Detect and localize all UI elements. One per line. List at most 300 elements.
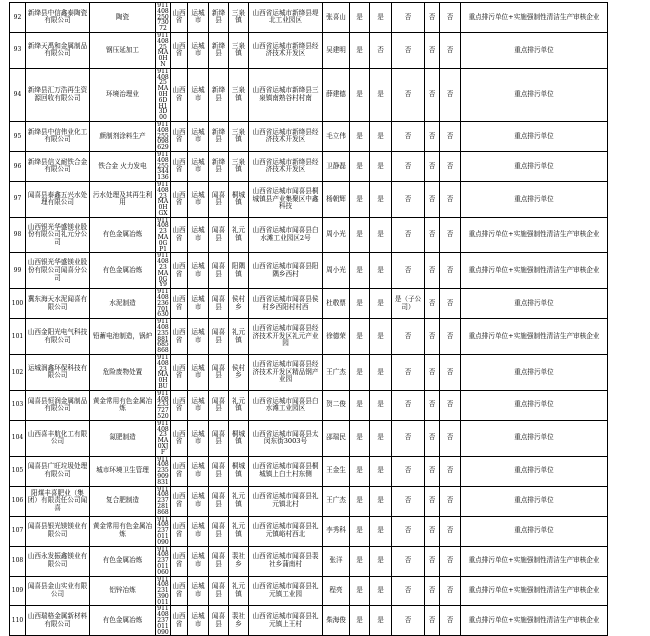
table-row: [10, 486, 608, 516]
city-cell: 运城市: [188, 289, 209, 319]
row-number-cell: 92: [10, 3, 26, 33]
flag-5-cell: 否: [440, 181, 461, 217]
city-cell: 运城市: [188, 576, 209, 606]
county-cell: 闻喜县: [209, 456, 229, 486]
county-cell: 闻喜县: [209, 253, 229, 289]
table-row: [10, 390, 608, 420]
row-number-cell: 99: [10, 253, 26, 289]
flag-5-cell: 否: [440, 68, 461, 121]
industry-type-cell: 钢压延加工: [90, 32, 156, 68]
credit-code-cell: 91140823MA0XJF: [157, 420, 169, 456]
company-name-cell: 阳煤丰喜肥业（集团）有限责任公司闻喜: [26, 486, 90, 516]
flag-1-cell: 是: [350, 390, 370, 420]
flag-4-cell: 否: [425, 181, 440, 217]
county-cell: 闻喜县: [209, 576, 229, 606]
town-cell: 礼元镇: [229, 217, 249, 253]
county-cell: 新绛县: [209, 32, 229, 68]
province-cell: 山西省: [171, 486, 188, 516]
table-row: [10, 151, 608, 181]
flag-4-cell: 否: [425, 32, 440, 68]
industry-type-cell: 黄金常用有色金属冶炼: [90, 516, 156, 546]
flag-1-cell: 是: [350, 253, 370, 289]
table-row: [10, 420, 608, 456]
classification-cell: 重点排污单位: [461, 486, 608, 516]
county-cell: 闻喜县: [209, 181, 229, 217]
classification-cell: 重点排污单位: [461, 68, 608, 121]
address-cell: 山西省运城市闻喜县经济技术开发区精品钢产业园: [249, 355, 323, 391]
classification-cell: 重点排污单位: [461, 181, 608, 217]
legal-person-cell: 程亮: [323, 576, 350, 606]
legal-person-cell: 贺二俊: [323, 390, 350, 420]
flag-2-cell: 是: [370, 217, 392, 253]
company-name-cell: 新绛县中信伟业化工有限公司: [26, 121, 90, 151]
legal-person-cell: 张洋: [323, 546, 350, 576]
province-cell: 山西省: [171, 68, 188, 121]
company-name-cell: 山西喜丰航化工有限公司: [26, 420, 90, 456]
flag-5-cell: 否: [440, 121, 461, 151]
table-row: [10, 355, 608, 391]
industry-type-cell: 陶瓷: [90, 3, 156, 33]
town-cell: 侯村乡: [229, 289, 249, 319]
credit-code-cell: 911408237011060: [157, 546, 169, 576]
flag-2-cell: 是: [370, 181, 392, 217]
industry-type-cell: 环境治理业: [90, 68, 156, 121]
legal-person-cell: 徐德荣: [323, 319, 350, 355]
county-cell: 闻喜县: [209, 420, 229, 456]
flag-3-cell: 否: [392, 32, 425, 68]
flag-5-cell: 否: [440, 420, 461, 456]
company-name-cell: 新绛天禹和金属制品有限公司: [26, 32, 90, 68]
classification-cell: 重点排污单位: [461, 121, 608, 151]
legal-person-cell: 薛建德: [323, 68, 350, 121]
flag-1-cell: 是: [350, 319, 370, 355]
flag-3-cell: 否: [392, 546, 425, 576]
legal-person-cell: 毛立伟: [323, 121, 350, 151]
classification-cell: 重点排污单位: [461, 420, 608, 456]
province-cell: 山西省: [171, 546, 188, 576]
flag-1-cell: 是: [350, 516, 370, 546]
table-row: [10, 3, 608, 33]
flag-1-cell: 是: [350, 289, 370, 319]
row-number-cell: 97: [10, 181, 26, 217]
industry-type-cell: 有色金属冶炼: [90, 606, 156, 636]
city-cell: 运城市: [188, 546, 209, 576]
flag-2-cell: 是: [370, 516, 392, 546]
classification-cell: 重点排污单位: [461, 289, 608, 319]
table-row: [10, 606, 608, 636]
flag-5-cell: 否: [440, 32, 461, 68]
credit-code-cell: 911408237281868: [157, 486, 169, 516]
flag-1-cell: 是: [350, 355, 370, 391]
address-cell: 山西省运城市闻喜县白水滩工业园区: [249, 390, 323, 420]
flag-1-cell: 是: [350, 486, 370, 516]
credit-code-cell: 91140823MA0GY9: [157, 252, 169, 289]
province-cell: 山西省: [171, 456, 188, 486]
flag-2-cell: 是: [370, 486, 392, 516]
province-cell: 山西省: [171, 121, 188, 151]
table-row: [10, 516, 608, 546]
town-cell: 礼元镇: [229, 576, 249, 606]
industry-type-cell: 铝锌冶炼: [90, 576, 156, 606]
flag-5-cell: 否: [440, 3, 461, 33]
flag-4-cell: 否: [425, 486, 440, 516]
flag-5-cell: 否: [440, 576, 461, 606]
company-name-cell: 新绛县汇万浩再生资源回收有限公司: [26, 68, 90, 121]
flag-3-cell: 否: [392, 68, 425, 121]
table-row: [10, 289, 608, 319]
city-cell: 运城市: [188, 181, 209, 217]
province-cell: 山西省: [171, 576, 188, 606]
legal-person-cell: 王广杰: [323, 355, 350, 391]
flag-3-cell: 否: [392, 217, 425, 253]
flag-4-cell: 否: [425, 151, 440, 181]
table-row: [10, 576, 608, 606]
legal-person-cell: 周小光: [323, 253, 350, 289]
flag-1-cell: 是: [350, 181, 370, 217]
flag-2-cell: 是: [370, 390, 392, 420]
industry-type-cell: 城市环境卫生管理: [90, 456, 156, 486]
county-cell: 新绛县: [209, 3, 229, 33]
flag-2-cell: 否: [370, 32, 392, 68]
classification-cell: 重点排污单位: [461, 516, 608, 546]
flag-3-cell: 否: [392, 319, 425, 355]
row-number-cell: 101: [10, 319, 26, 355]
flag-2-cell: 是: [370, 289, 392, 319]
flag-1-cell: 是: [350, 121, 370, 151]
flag-5-cell: 否: [440, 253, 461, 289]
company-name-cell: 闻喜县恒润金属制品有限公司: [26, 390, 90, 420]
flag-2-cell: 是: [370, 576, 392, 606]
row-number-cell: 93: [10, 32, 26, 68]
town-cell: 三泉镇: [229, 68, 249, 121]
industry-type-cell: 颜制剂涂料生产: [90, 121, 156, 151]
flag-5-cell: 否: [440, 456, 461, 486]
city-cell: 运城市: [188, 121, 209, 151]
classification-cell: 重点排污单位: [461, 151, 608, 181]
address-cell: 山西省运城市闻喜县礼元镇峪村西北: [249, 516, 323, 546]
flag-3-cell: 否: [392, 456, 425, 486]
province-cell: 山西省: [171, 606, 188, 636]
credit-code-cell: 911408255344136: [157, 151, 169, 182]
row-number-cell: 104: [10, 420, 26, 456]
enterprise-table: [9, 2, 608, 636]
flag-5-cell: 否: [440, 289, 461, 319]
county-cell: 闻喜县: [209, 486, 229, 516]
company-name-cell: 运城润鑫环保科技有限公司: [26, 355, 90, 391]
town-cell: 礼元镇: [229, 390, 249, 420]
row-number-cell: 100: [10, 289, 26, 319]
flag-3-cell: 否: [392, 576, 425, 606]
address-cell: 山西省运城市闻喜县礼元镇工业园: [249, 576, 323, 606]
flag-1-cell: 是: [350, 151, 370, 181]
flag-4-cell: 否: [425, 516, 440, 546]
classification-cell: 重点排污单位+实施强制性清洁生产审核企业: [461, 546, 608, 576]
credit-code-cell: 91140825MA0H6DH13D00: [157, 68, 169, 122]
credit-code-cell: 91140823MA0GP1: [157, 217, 169, 253]
town-cell: 侯村乡: [229, 355, 249, 391]
row-number-cell: 96: [10, 151, 26, 181]
flag-5-cell: 否: [440, 319, 461, 355]
legal-person-cell: 杨朝辉: [323, 181, 350, 217]
row-number-cell: 107: [10, 516, 26, 546]
county-cell: 闻喜县: [209, 289, 229, 319]
industry-type-cell: 水泥制造: [90, 289, 156, 319]
town-cell: 礼元镇: [229, 516, 249, 546]
flag-3-cell: 否: [392, 355, 425, 391]
flag-5-cell: 否: [440, 516, 461, 546]
flag-3-cell: 否: [392, 516, 425, 546]
row-number-cell: 98: [10, 217, 26, 253]
county-cell: 闻喜县: [209, 319, 229, 355]
city-cell: 运城市: [188, 3, 209, 33]
address-cell: 山西省运城市新绛县经济技术开发区: [249, 121, 323, 151]
industry-type-cell: 有色金属冶炼: [90, 217, 156, 253]
county-cell: 新绛县: [209, 121, 229, 151]
province-cell: 山西省: [171, 181, 188, 217]
industry-type-cell: 氮肥制造: [90, 420, 156, 456]
credit-code-cell: 911408236701630: [157, 288, 169, 319]
flag-4-cell: 否: [425, 390, 440, 420]
row-number-cell: 108: [10, 546, 26, 576]
flag-4-cell: 否: [425, 3, 440, 33]
flag-2-cell: 是: [370, 319, 392, 355]
flag-4-cell: 否: [425, 289, 440, 319]
industry-type-cell: 有色金属冶炼: [90, 253, 156, 289]
province-cell: 山西省: [171, 253, 188, 289]
county-cell: 闻喜县: [209, 606, 229, 636]
province-cell: 山西省: [171, 32, 188, 68]
table-row: [10, 32, 608, 68]
classification-cell: 重点排污单位+实施强制性清洁生产审核企业: [461, 253, 608, 289]
table-row: [10, 121, 608, 151]
town-cell: 桐城镇: [229, 420, 249, 456]
table-row: [10, 456, 608, 486]
table-row: [10, 319, 608, 355]
row-number-cell: 94: [10, 68, 26, 121]
company-name-cell: 新绛县信义耐铁合金有限公司: [26, 151, 90, 181]
flag-4-cell: 否: [425, 456, 440, 486]
address-cell: 山西省运城市闻喜县桐城镇上白土村东侧: [249, 456, 323, 486]
address-cell: 山西省运城市闻喜县礼元镇上王村: [249, 606, 323, 636]
company-name-cell: 冀东海天水泥闻喜有限公司: [26, 289, 90, 319]
town-cell: 三泉镇: [229, 151, 249, 181]
table-row: [10, 181, 608, 217]
address-cell: 山西省运城市闻喜县太闵东街3003号: [249, 420, 323, 456]
company-name-cell: 闻喜县广旺垃圾处理有限公司: [26, 456, 90, 486]
flag-1-cell: 是: [350, 68, 370, 121]
flag-5-cell: 否: [440, 217, 461, 253]
flag-2-cell: 是: [370, 253, 392, 289]
town-cell: 桐城镇: [229, 456, 249, 486]
city-cell: 运城市: [188, 151, 209, 181]
credit-code-cell: 911408233727520: [157, 390, 169, 420]
flag-3-cell: 否: [392, 181, 425, 217]
flag-4-cell: 否: [425, 121, 440, 151]
flag-5-cell: 否: [440, 151, 461, 181]
city-cell: 运城市: [188, 319, 209, 355]
industry-type-cell: 复合肥制造: [90, 486, 156, 516]
town-cell: 三泉镇: [229, 3, 249, 33]
row-number-cell: 95: [10, 121, 26, 151]
legal-person-cell: 杜敬票: [323, 289, 350, 319]
flag-4-cell: 否: [425, 606, 440, 636]
town-cell: 桐城镇: [229, 181, 249, 217]
county-cell: 新绛县: [209, 151, 229, 181]
flag-1-cell: 是: [350, 420, 370, 456]
legal-person-cell: 柴海俊: [323, 606, 350, 636]
town-cell: 三泉镇: [229, 32, 249, 68]
address-cell: 山西省运城市新绛县经济技术开发区: [249, 32, 323, 68]
flag-1-cell: 是: [350, 32, 370, 68]
town-cell: 阳隅镇: [229, 253, 249, 289]
flag-2-cell: 是: [370, 68, 392, 121]
province-cell: 山西省: [171, 289, 188, 319]
company-name-cell: 山西瑞格金属新材料有限公司: [26, 606, 90, 636]
city-cell: 运城市: [188, 486, 209, 516]
town-cell: 礼元镇: [229, 486, 249, 516]
city-cell: 运城市: [188, 420, 209, 456]
city-cell: 运城市: [188, 253, 209, 289]
credit-code-cell: 911408235881685868: [157, 318, 169, 355]
legal-person-cell: 李秀科: [323, 516, 350, 546]
flag-2-cell: 是: [370, 121, 392, 151]
city-cell: 运城市: [188, 68, 209, 121]
county-cell: 闻喜县: [209, 516, 229, 546]
county-cell: 新绛县: [209, 68, 229, 121]
flag-3-cell: 否: [392, 121, 425, 151]
company-name-cell: 山西金阳光电气科技有限公司: [26, 319, 90, 355]
row-number-cell: 105: [10, 456, 26, 486]
table-row: [10, 546, 608, 576]
address-cell: 山西省运城市新绛县堤北工业园区: [249, 3, 323, 33]
industry-type-cell: 有色金属冶炼: [90, 546, 156, 576]
legal-person-cell: 张喜山: [323, 3, 350, 33]
flag-1-cell: 是: [350, 606, 370, 636]
table-row: [10, 217, 608, 253]
province-cell: 山西省: [171, 390, 188, 420]
city-cell: 运城市: [188, 32, 209, 68]
company-name-cell: 山西银光华盛镁业股份有限公司礼元分公司: [26, 217, 90, 253]
flag-2-cell: 是: [370, 456, 392, 486]
province-cell: 山西省: [171, 319, 188, 355]
county-cell: 闻喜县: [209, 546, 229, 576]
address-cell: 山西省运城市闻喜县经济技术开发区礼元产业园: [249, 319, 323, 355]
city-cell: 运城市: [188, 516, 209, 546]
flag-3-cell: 否: [392, 420, 425, 456]
credit-code-cell: 911408237011090: [157, 605, 169, 636]
credit-code-cell: 91140825MA0HN: [157, 32, 169, 68]
company-name-cell: 新绛县中信鑫泰陶瓷有限公司: [26, 3, 90, 33]
table-row: [10, 68, 608, 121]
province-cell: 山西省: [171, 355, 188, 391]
flag-4-cell: 否: [425, 576, 440, 606]
address-cell: 山西省运城市闻喜县礼元镇北村: [249, 486, 323, 516]
city-cell: 运城市: [188, 355, 209, 391]
classification-cell: 重点排污单位+实施强制性清洁生产审核企业: [461, 606, 608, 636]
row-number-cell: 109: [10, 576, 26, 606]
classification-cell: 重点排污单位: [461, 456, 608, 486]
address-cell: 山西省运城市闻喜县阳隅乡西村: [249, 253, 323, 289]
flag-2-cell: 是: [370, 606, 392, 636]
flag-4-cell: 否: [425, 546, 440, 576]
credit-code-cell: 91140825073072: [157, 2, 169, 33]
flag-3-cell: 否: [392, 151, 425, 181]
flag-4-cell: 否: [425, 355, 440, 391]
address-cell: 山西省运城市闻喜县白水滩工业园区2号: [249, 217, 323, 253]
industry-type-cell: 黄金常用有色金属冶炼: [90, 390, 156, 420]
flag-3-cell: 否: [392, 3, 425, 33]
flag-3-cell: 否: [392, 390, 425, 420]
credit-code-cell: 911408255098629: [157, 121, 169, 152]
flag-4-cell: 否: [425, 68, 440, 121]
county-cell: 闻喜县: [209, 355, 229, 391]
address-cell: 山西省运城市闻喜县侯村乡西阳村村西: [249, 289, 323, 319]
province-cell: 山西省: [171, 151, 188, 181]
company-name-cell: 闻喜县金山实业有限公司: [26, 576, 90, 606]
industry-type-cell: 铁合金 火力发电: [90, 151, 156, 181]
city-cell: 运城市: [188, 456, 209, 486]
town-cell: 裴社乡: [229, 546, 249, 576]
flag-3-cell: 否: [392, 486, 425, 516]
legal-person-cell: 王广杰: [323, 486, 350, 516]
flag-1-cell: 是: [350, 3, 370, 33]
flag-2-cell: 是: [370, 420, 392, 456]
town-cell: 三泉镇: [229, 121, 249, 151]
flag-5-cell: 否: [440, 486, 461, 516]
credit-code-cell: 911408235909831: [157, 456, 169, 486]
industry-type-cell: 污水处理及其再生利用: [90, 181, 156, 217]
flag-4-cell: 否: [425, 217, 440, 253]
company-name-cell: 闻喜县银光镁镁业有限公司: [26, 516, 90, 546]
flag-5-cell: 否: [440, 355, 461, 391]
legal-person-cell: 邵瑞民: [323, 420, 350, 456]
flag-2-cell: 是: [370, 546, 392, 576]
flag-3-cell: 是（子公司）: [392, 289, 425, 319]
town-cell: 礼元镇: [229, 319, 249, 355]
industry-type-cell: 铅蓄电池制造，锅炉: [90, 319, 156, 355]
flag-4-cell: 否: [425, 253, 440, 289]
classification-cell: 重点排污单位: [461, 32, 608, 68]
county-cell: 闻喜县: [209, 390, 229, 420]
classification-cell: 重点排污单位+实施强制性清洁生产审核企业: [461, 217, 608, 253]
flag-2-cell: 是: [370, 355, 392, 391]
flag-5-cell: 否: [440, 606, 461, 636]
county-cell: 闻喜县: [209, 217, 229, 253]
row-number-cell: 110: [10, 606, 26, 636]
legal-person-cell: 周小光: [323, 217, 350, 253]
flag-5-cell: 否: [440, 546, 461, 576]
address-cell: 山西省运城市新绛县经济技术开发区: [249, 151, 323, 181]
table-body: [10, 3, 608, 636]
flag-4-cell: 否: [425, 420, 440, 456]
province-cell: 山西省: [171, 3, 188, 33]
row-number-cell: 106: [10, 486, 26, 516]
classification-cell: 重点排污单位: [461, 355, 608, 391]
flag-3-cell: 否: [392, 606, 425, 636]
legal-person-cell: 吴建明: [323, 32, 350, 68]
city-cell: 运城市: [188, 217, 209, 253]
flag-5-cell: 否: [440, 390, 461, 420]
credit-code-cell: 91140823MA0HBU: [157, 354, 169, 390]
flag-1-cell: 是: [350, 546, 370, 576]
company-name-cell: 山西银光华盛镁业股份有限公司闻喜分公司: [26, 253, 90, 289]
classification-cell: 重点排污单位+实施强制性清洁生产审核企业: [461, 319, 608, 355]
flag-4-cell: 否: [425, 319, 440, 355]
flag-1-cell: 是: [350, 217, 370, 253]
address-cell: 山西省运城市新绛县三泉镇南熟谷村村南: [249, 68, 323, 121]
table-row: [10, 253, 608, 289]
company-name-cell: 闻喜县泰鑫五兴水处理有限公司: [26, 181, 90, 217]
